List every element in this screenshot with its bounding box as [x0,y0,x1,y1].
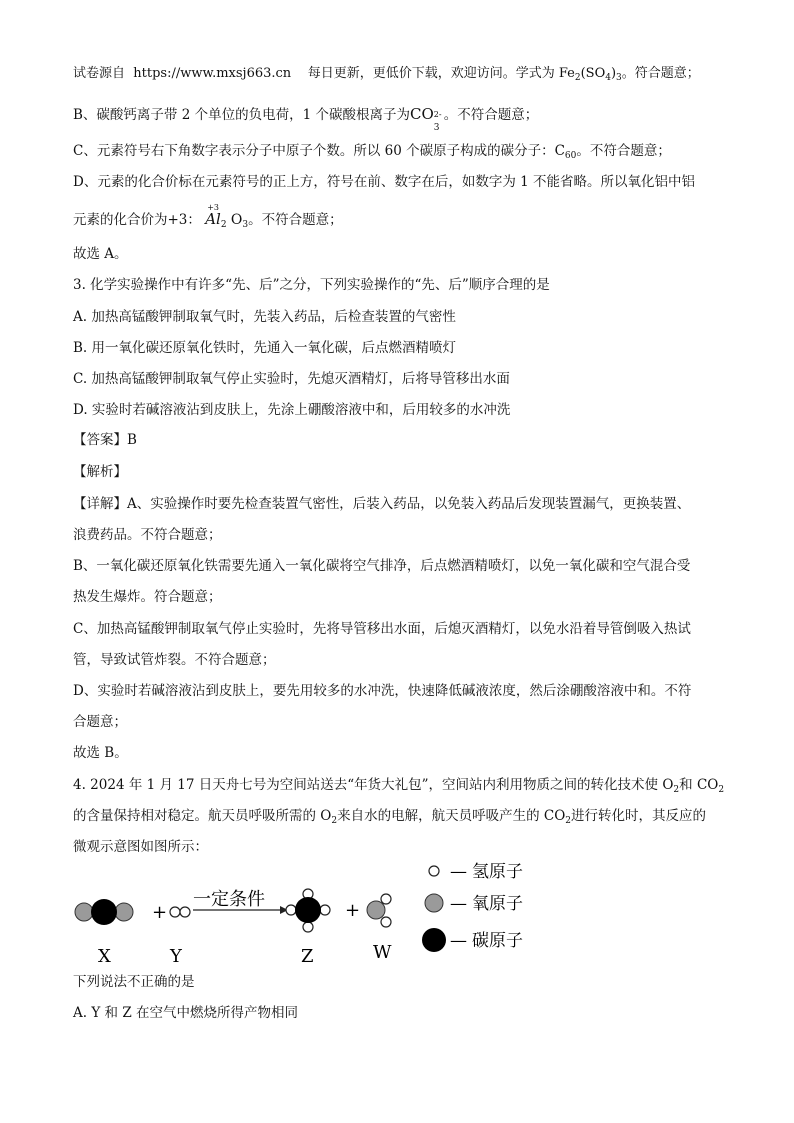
plus-sign: + [152,902,168,923]
alumina-valence-formula: +3 $Al_2$ $O_3$ [205,203,249,230]
q3-detail-line: C、加热高锰酸钾制取氧气停止实验时，先将导管移出水面，后熄灭酒精灯，以免水沿着导管倒吸入热试 [73,621,691,637]
legend-oxygen-label: 氧原子 [472,894,523,914]
q3-choose: 故选 B。 [73,745,128,761]
q3-detail-line: 管，导致试管炸裂。不符合题意； [73,652,276,668]
plus-sign: + [345,900,361,921]
molecule-z [286,889,330,932]
carbonate-ion: CO 2- 3 [409,105,442,133]
label-y: Y [170,946,182,967]
q3-stem: 3. 化学实验操作中有许多“先、后”之分，下列实验操作的“先、后”顺序合理的是 [73,277,550,293]
q3-option-d: D. 实验时若碱溶液沾到皮肤上，先涂上硼酸溶液中和，后用较多的水冲洗 [73,402,511,418]
reaction-condition: 一定条件 [193,889,265,910]
legend-carbon-swatch [422,928,446,952]
q3-detail-line: B、一氧化碳还原氧化铁需要先通入一氧化碳将空气排净，后点燃酒精喷灯，以免一氧化碳和空气混合受 [73,558,691,574]
legend-hydrogen-label: 氢原子 [472,862,523,882]
q3-detail-line: 浪费药品。不符合题意； [73,527,222,543]
slogan: 每日更新，更低价下载，欢迎访问。 [307,66,516,81]
molecule-y [170,907,190,917]
legend-dash: — [450,931,467,951]
header-line: 试卷源自 https://www.mxsj663.cn 每日更新，更低价下载，欢迎访问。学式为 $Fe_2(SO_4)_3$。符合题意； [73,66,700,83]
q4-stem-1: 4. 2024 年 1 月 17 日天舟七号为空间站送去“年货大礼包”，空间站内利用物质之间的转化技术使 $O_2$和 $CO_2$ [73,777,725,795]
molecule-w [367,894,391,927]
legend-oxygen-swatch [425,894,443,912]
legend-hydrogen-swatch [429,866,439,876]
q4-stem-3: 微观示意图如图所示： [73,839,208,855]
legend-carbon-label: 碳原子 [472,931,523,951]
source-url[interactable]: https://www.mxsj663.cn [133,66,292,81]
label-z: Z [301,946,314,967]
q3-option-a: A. 加热高锰酸钾制取氧气时，先装入药品，后检查装置的气密性 [73,309,456,325]
reaction-microscopic-diagram [60,858,580,970]
q3-option-b: B. 用一氧化碳还原氧化铁时，先通入一氧化碳，后点燃酒精喷灯 [73,340,457,356]
q4-question: 下列说法不正确的是 [73,974,195,990]
q2-option-d-analysis-1: D、元素的化合价标在元素符号的正上方，符号在前、数字在后，如数字为 1 不能省略。所以氧化铝中铝 [73,174,695,190]
label-x: X [98,946,111,967]
q3-answer: 【答案】B [73,432,137,448]
q3-detail-line: 合题意； [73,714,127,730]
q3-detail-line: 热发生爆炸。符合题意； [73,589,222,605]
q2-option-b-analysis: B、碳酸钙离子带 2 个单位的负电荷，1 个碳酸根离子为CO 2- 3 。不符合题意； [73,105,539,133]
label-w: W [373,942,392,963]
legend-dash: — [450,862,467,882]
q4-stem-2: 的含量保持相对稳定。航天员呼吸所需的 $O_2$来自水的电解，航天员呼吸产生的 $CO_2$进行转化时，其反应的 [73,808,707,826]
q3-option-c: C. 加热高锰酸钾制取氧气停止实验时，先熄灭酒精灯，后将导管移出水面 [73,371,510,387]
legend-dash: — [450,894,467,914]
legend [422,862,523,952]
q2-choose: 故选 A。 [73,246,128,262]
q3-detail-line: D、实验时若碱溶液沾到皮肤上，要先用较多的水冲洗，快速降低碱液浓度，然后涂硼酸溶液中和。不符 [73,683,692,699]
molecule-x [75,899,133,925]
source-label: 试卷源自 [73,66,126,81]
q2-option-c-analysis: C、元素符号右下角数字表示分子中原子个数。所以 60 个碳原子构成的碳分子：$C_{60}$。不符合题意； [73,143,671,161]
q4-option-a: A. Y 和 Z 在空气中燃烧所得产物相同 [73,1005,298,1021]
q3-analysis-label: 【解析】 [73,464,127,480]
q3-detail-line: 【详解】A、实验操作时要先检查装置气密性，后装入药品，以免装入药品后发现装置漏气，更换装置、 [73,496,691,512]
q2-option-d-analysis-2: 元素的化合价为+3： +3 $Al_2$ $O_3$。不符合题意； [73,209,343,235]
